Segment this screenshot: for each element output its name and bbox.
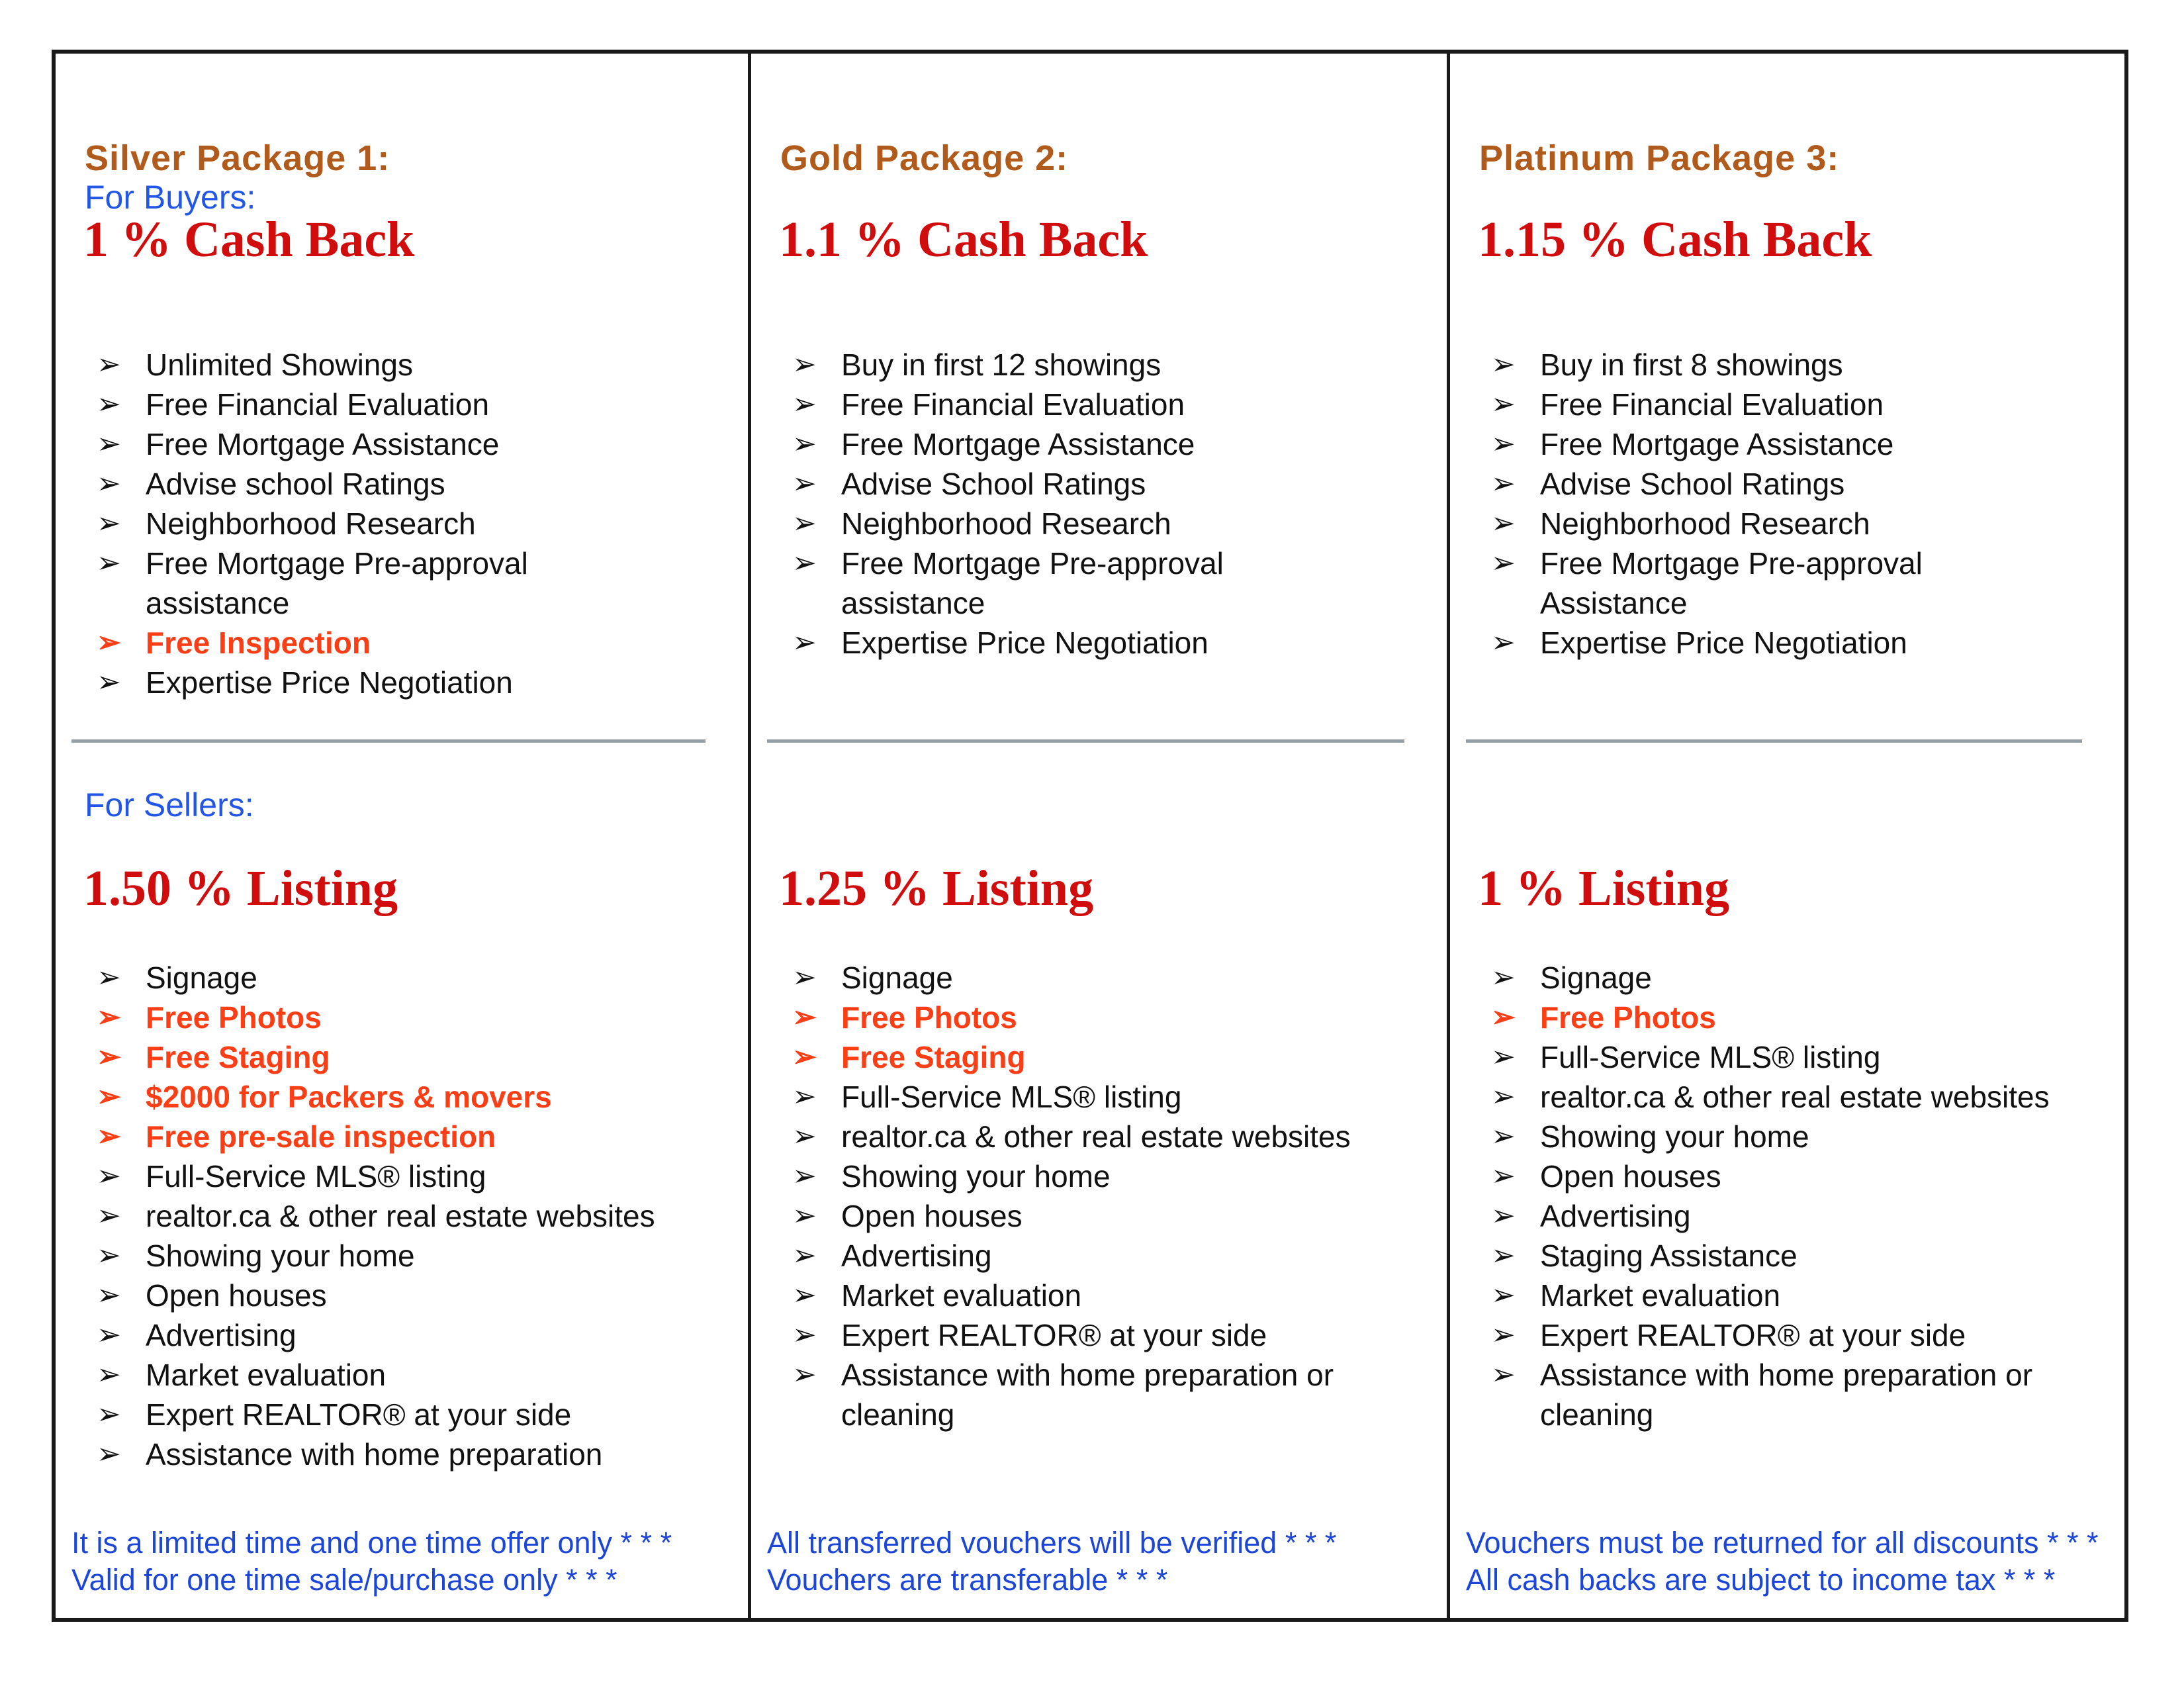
feature-text: Advise School Ratings: [841, 467, 1146, 501]
feature-item: [792, 958, 1351, 998]
feature-item: [97, 504, 528, 543]
feature-item: [792, 1196, 1351, 1236]
feature-item: [792, 424, 1224, 464]
feature-text: Free Photos: [1540, 1000, 1716, 1035]
arrow-bullet-icon: ➢: [792, 1319, 817, 1351]
feature-text: Buy in first 12 showings: [841, 348, 1161, 382]
arrow-bullet-icon: ➢: [792, 1001, 817, 1033]
feature-text: realtor.ca & other real estate websites: [1540, 1080, 2050, 1114]
arrow-bullet-icon: ➢: [1491, 388, 1516, 420]
feature-text: Free Photos: [841, 1000, 1017, 1035]
arrow-bullet-icon: ➢: [97, 626, 121, 659]
feature-text: Advise school Ratings: [146, 467, 445, 501]
feature-item: [1491, 424, 1923, 464]
arrow-bullet-icon: ➢: [97, 507, 121, 539]
arrow-bullet-icon: ➢: [97, 1199, 121, 1232]
feature-item: [1491, 504, 1923, 543]
feature-item: [97, 1117, 655, 1156]
buyers-feature-list: [97, 345, 528, 702]
arrow-bullet-icon: ➢: [1491, 1041, 1516, 1073]
feature-item: [792, 623, 1224, 663]
arrow-bullet-icon: ➢: [792, 1080, 817, 1113]
cashback-rate: 1.1 % Cash Back: [779, 212, 1148, 267]
arrow-bullet-icon: ➢: [97, 547, 121, 579]
feature-item: [97, 1355, 655, 1395]
footer-note: [1466, 1524, 2105, 1599]
feature-item: [792, 504, 1224, 543]
feature-item: [1491, 345, 1923, 385]
feature-item: [1491, 1315, 2050, 1355]
feature-item: [97, 1037, 655, 1077]
feature-text: Open houses: [841, 1199, 1023, 1233]
arrow-bullet-icon: ➢: [792, 1041, 817, 1073]
feature-text: Advertising: [1540, 1199, 1691, 1233]
footer-note-line: All transferred vouchers will be verified * * *: [767, 1526, 1337, 1560]
footer-note-line: All cash backs are subject to income tax * * *: [1466, 1563, 2056, 1597]
feature-item: [97, 1276, 655, 1315]
section-divider: [767, 739, 1404, 743]
feature-text: Signage: [146, 961, 257, 995]
feature-item: [792, 1236, 1351, 1276]
feature-item: [1491, 1077, 2050, 1117]
feature-text: Free Photos: [146, 1000, 322, 1035]
arrow-bullet-icon: ➢: [1491, 626, 1516, 659]
feature-text: Free Mortgage Pre-approval assistance: [841, 546, 1224, 620]
feature-item: [97, 464, 528, 504]
feature-text: Open houses: [146, 1278, 327, 1313]
feature-item: [792, 1117, 1351, 1156]
buyers-section-label: For Buyers:: [85, 179, 256, 216]
package-column-silver: [56, 54, 748, 1618]
feature-text: Assistance with home preparation or cleaning: [841, 1358, 1334, 1432]
arrow-bullet-icon: ➢: [97, 1041, 121, 1073]
feature-item: [97, 1434, 655, 1474]
arrow-bullet-icon: ➢: [792, 547, 817, 579]
feature-item: [792, 543, 1224, 623]
feature-text: Free Mortgage Pre-approval Assistance: [1540, 546, 1923, 620]
feature-item: [97, 998, 655, 1037]
arrow-bullet-icon: ➢: [1491, 1239, 1516, 1272]
feature-text: Buy in first 8 showings: [1540, 348, 1843, 382]
feature-item: [792, 1077, 1351, 1117]
feature-text: Market evaluation: [1540, 1278, 1781, 1313]
arrow-bullet-icon: ➢: [97, 961, 121, 994]
arrow-bullet-icon: ➢: [1491, 1358, 1516, 1391]
feature-item: [792, 1037, 1351, 1077]
footer-note: [71, 1524, 728, 1599]
sellers-feature-list: [1491, 958, 2050, 1434]
feature-item: [1491, 623, 1923, 663]
feature-item: [97, 1236, 655, 1276]
feature-item: [1491, 1117, 2050, 1156]
feature-text: Showing your home: [1540, 1119, 1809, 1154]
feature-text: Free Mortgage Assistance: [1540, 427, 1894, 461]
arrow-bullet-icon: ➢: [1491, 348, 1516, 381]
arrow-bullet-icon: ➢: [792, 1199, 817, 1232]
feature-text: Staging Assistance: [1540, 1239, 1797, 1273]
feature-item: [1491, 464, 1923, 504]
feature-text: Signage: [841, 961, 953, 995]
feature-item: [792, 345, 1224, 385]
arrow-bullet-icon: ➢: [97, 1398, 121, 1430]
feature-text: Expert REALTOR® at your side: [841, 1318, 1267, 1352]
feature-text: Unlimited Showings: [146, 348, 413, 382]
feature-item: [1491, 1196, 2050, 1236]
feature-item: [97, 1315, 655, 1355]
feature-text: Signage: [1540, 961, 1652, 995]
feature-item: [1491, 998, 2050, 1037]
feature-text: Open houses: [1540, 1159, 1721, 1194]
feature-item: [97, 385, 528, 424]
sellers-section-label: For Sellers:: [85, 786, 254, 823]
feature-text: realtor.ca & other real estate websites: [841, 1119, 1351, 1154]
feature-item: [97, 345, 528, 385]
arrow-bullet-icon: ➢: [792, 1160, 817, 1192]
feature-item: [792, 998, 1351, 1037]
feature-item: [792, 464, 1224, 504]
arrow-bullet-icon: ➢: [1491, 1319, 1516, 1351]
arrow-bullet-icon: ➢: [97, 388, 121, 420]
arrow-bullet-icon: ➢: [97, 1358, 121, 1391]
arrow-bullet-icon: ➢: [792, 428, 817, 460]
feature-text: $2000 for Packers & movers: [146, 1080, 552, 1114]
arrow-bullet-icon: ➢: [1491, 1160, 1516, 1192]
arrow-bullet-icon: ➢: [97, 666, 121, 698]
footer-note-line: Valid for one time sale/purchase only * * *: [71, 1563, 617, 1597]
feature-item: [97, 623, 528, 663]
arrow-bullet-icon: ➢: [1491, 1279, 1516, 1311]
cashback-rate: 1.15 % Cash Back: [1478, 212, 1872, 267]
feature-text: Free Mortgage Assistance: [841, 427, 1195, 461]
feature-item: [1491, 1236, 2050, 1276]
arrow-bullet-icon: ➢: [792, 388, 817, 420]
section-divider: [1466, 739, 2082, 743]
package-title: Gold Package 2:: [780, 138, 1069, 178]
arrow-bullet-icon: ➢: [792, 1239, 817, 1272]
feature-text: Neighborhood Research: [841, 506, 1171, 541]
feature-item: [97, 543, 528, 623]
arrow-bullet-icon: ➢: [97, 428, 121, 460]
footer-note: [767, 1524, 1427, 1599]
feature-text: Assistance with home preparation: [146, 1437, 603, 1472]
feature-item: [1491, 1156, 2050, 1196]
feature-text: Assistance with home preparation or cleaning: [1540, 1358, 2033, 1432]
footer-note-line: Vouchers must be returned for all discounts * * *: [1466, 1526, 2099, 1560]
feature-text: Free Mortgage Assistance: [146, 427, 500, 461]
listing-rate: 1 % Listing: [1478, 861, 1730, 916]
sellers-feature-list: [97, 958, 655, 1474]
cashback-rate: 1 % Cash Back: [83, 212, 415, 267]
feature-item: [792, 1156, 1351, 1196]
arrow-bullet-icon: ➢: [792, 961, 817, 994]
arrow-bullet-icon: ➢: [1491, 1080, 1516, 1113]
footer-note-line: It is a limited time and one time offer only * * *: [71, 1526, 672, 1560]
arrow-bullet-icon: ➢: [97, 1160, 121, 1192]
package-column-platinum: [1447, 54, 2124, 1618]
buyers-feature-list: [1491, 345, 1923, 663]
feature-item: [1491, 385, 1923, 424]
feature-text: realtor.ca & other real estate websites: [146, 1199, 655, 1233]
arrow-bullet-icon: ➢: [97, 467, 121, 500]
feature-text: Expert REALTOR® at your side: [1540, 1318, 1966, 1352]
feature-item: [792, 1355, 1351, 1434]
package-title: Platinum Package 3:: [1479, 138, 1840, 178]
feature-text: Free Financial Evaluation: [841, 387, 1185, 422]
feature-text: Advise School Ratings: [1540, 467, 1845, 501]
listing-rate: 1.50 % Listing: [83, 861, 398, 916]
feature-item: [1491, 543, 1923, 623]
feature-item: [97, 958, 655, 998]
arrow-bullet-icon: ➢: [1491, 428, 1516, 460]
arrow-bullet-icon: ➢: [97, 1120, 121, 1152]
arrow-bullet-icon: ➢: [97, 1001, 121, 1033]
feature-item: [97, 1395, 655, 1434]
arrow-bullet-icon: ➢: [1491, 961, 1516, 994]
feature-item: [97, 1077, 655, 1117]
feature-text: Advertising: [841, 1239, 992, 1273]
pricing-sheet: [52, 50, 2128, 1622]
feature-text: Market evaluation: [841, 1278, 1082, 1313]
feature-text: Neighborhood Research: [1540, 506, 1870, 541]
feature-text: Free Inspection: [146, 626, 371, 660]
arrow-bullet-icon: ➢: [1491, 1120, 1516, 1152]
feature-item: [1491, 1355, 2050, 1434]
feature-text: Free Financial Evaluation: [146, 387, 490, 422]
arrow-bullet-icon: ➢: [97, 348, 121, 381]
arrow-bullet-icon: ➢: [792, 1279, 817, 1311]
feature-text: Full-Service MLS® listing: [1540, 1040, 1881, 1074]
feature-item: [1491, 1037, 2050, 1077]
feature-text: Showing your home: [146, 1239, 415, 1273]
arrow-bullet-icon: ➢: [97, 1319, 121, 1351]
feature-text: Expertise Price Negotiation: [1540, 626, 1907, 660]
arrow-bullet-icon: ➢: [97, 1239, 121, 1272]
feature-item: [1491, 958, 2050, 998]
feature-item: [97, 663, 528, 702]
feature-text: Advertising: [146, 1318, 296, 1352]
feature-text: Neighborhood Research: [146, 506, 476, 541]
feature-item: [792, 1315, 1351, 1355]
arrow-bullet-icon: ➢: [1491, 507, 1516, 539]
feature-text: Free Staging: [841, 1040, 1026, 1074]
feature-text: Free Staging: [146, 1040, 330, 1074]
feature-text: Expertise Price Negotiation: [146, 665, 513, 700]
feature-item: [97, 1196, 655, 1236]
arrow-bullet-icon: ➢: [1491, 547, 1516, 579]
arrow-bullet-icon: ➢: [792, 507, 817, 539]
feature-text: Free pre-sale inspection: [146, 1119, 496, 1154]
feature-item: [97, 424, 528, 464]
feature-item: [1491, 1276, 2050, 1315]
arrow-bullet-icon: ➢: [792, 348, 817, 381]
feature-text: Market evaluation: [146, 1358, 387, 1392]
arrow-bullet-icon: ➢: [792, 626, 817, 659]
arrow-bullet-icon: ➢: [1491, 1001, 1516, 1033]
sellers-feature-list: [792, 958, 1351, 1434]
feature-text: Free Financial Evaluation: [1540, 387, 1884, 422]
arrow-bullet-icon: ➢: [97, 1438, 121, 1470]
feature-item: [792, 385, 1224, 424]
feature-text: Expert REALTOR® at your side: [146, 1397, 572, 1432]
feature-text: Full-Service MLS® listing: [146, 1159, 486, 1194]
feature-text: Full-Service MLS® listing: [841, 1080, 1182, 1114]
feature-text: Expertise Price Negotiation: [841, 626, 1208, 660]
package-column-gold: [748, 54, 1447, 1618]
feature-text: Free Mortgage Pre-approval assistance: [146, 546, 528, 620]
listing-rate: 1.25 % Listing: [779, 861, 1094, 916]
package-title: Silver Package 1:: [85, 138, 390, 178]
feature-item: [97, 1156, 655, 1196]
footer-note-line: Vouchers are transferable * * *: [767, 1563, 1168, 1597]
arrow-bullet-icon: ➢: [97, 1279, 121, 1311]
arrow-bullet-icon: ➢: [792, 467, 817, 500]
arrow-bullet-icon: ➢: [792, 1358, 817, 1391]
feature-text: Showing your home: [841, 1159, 1111, 1194]
feature-item: [792, 1276, 1351, 1315]
section-divider: [71, 739, 705, 743]
arrow-bullet-icon: ➢: [792, 1120, 817, 1152]
arrow-bullet-icon: ➢: [1491, 467, 1516, 500]
buyers-feature-list: [792, 345, 1224, 663]
arrow-bullet-icon: ➢: [97, 1080, 121, 1113]
arrow-bullet-icon: ➢: [1491, 1199, 1516, 1232]
